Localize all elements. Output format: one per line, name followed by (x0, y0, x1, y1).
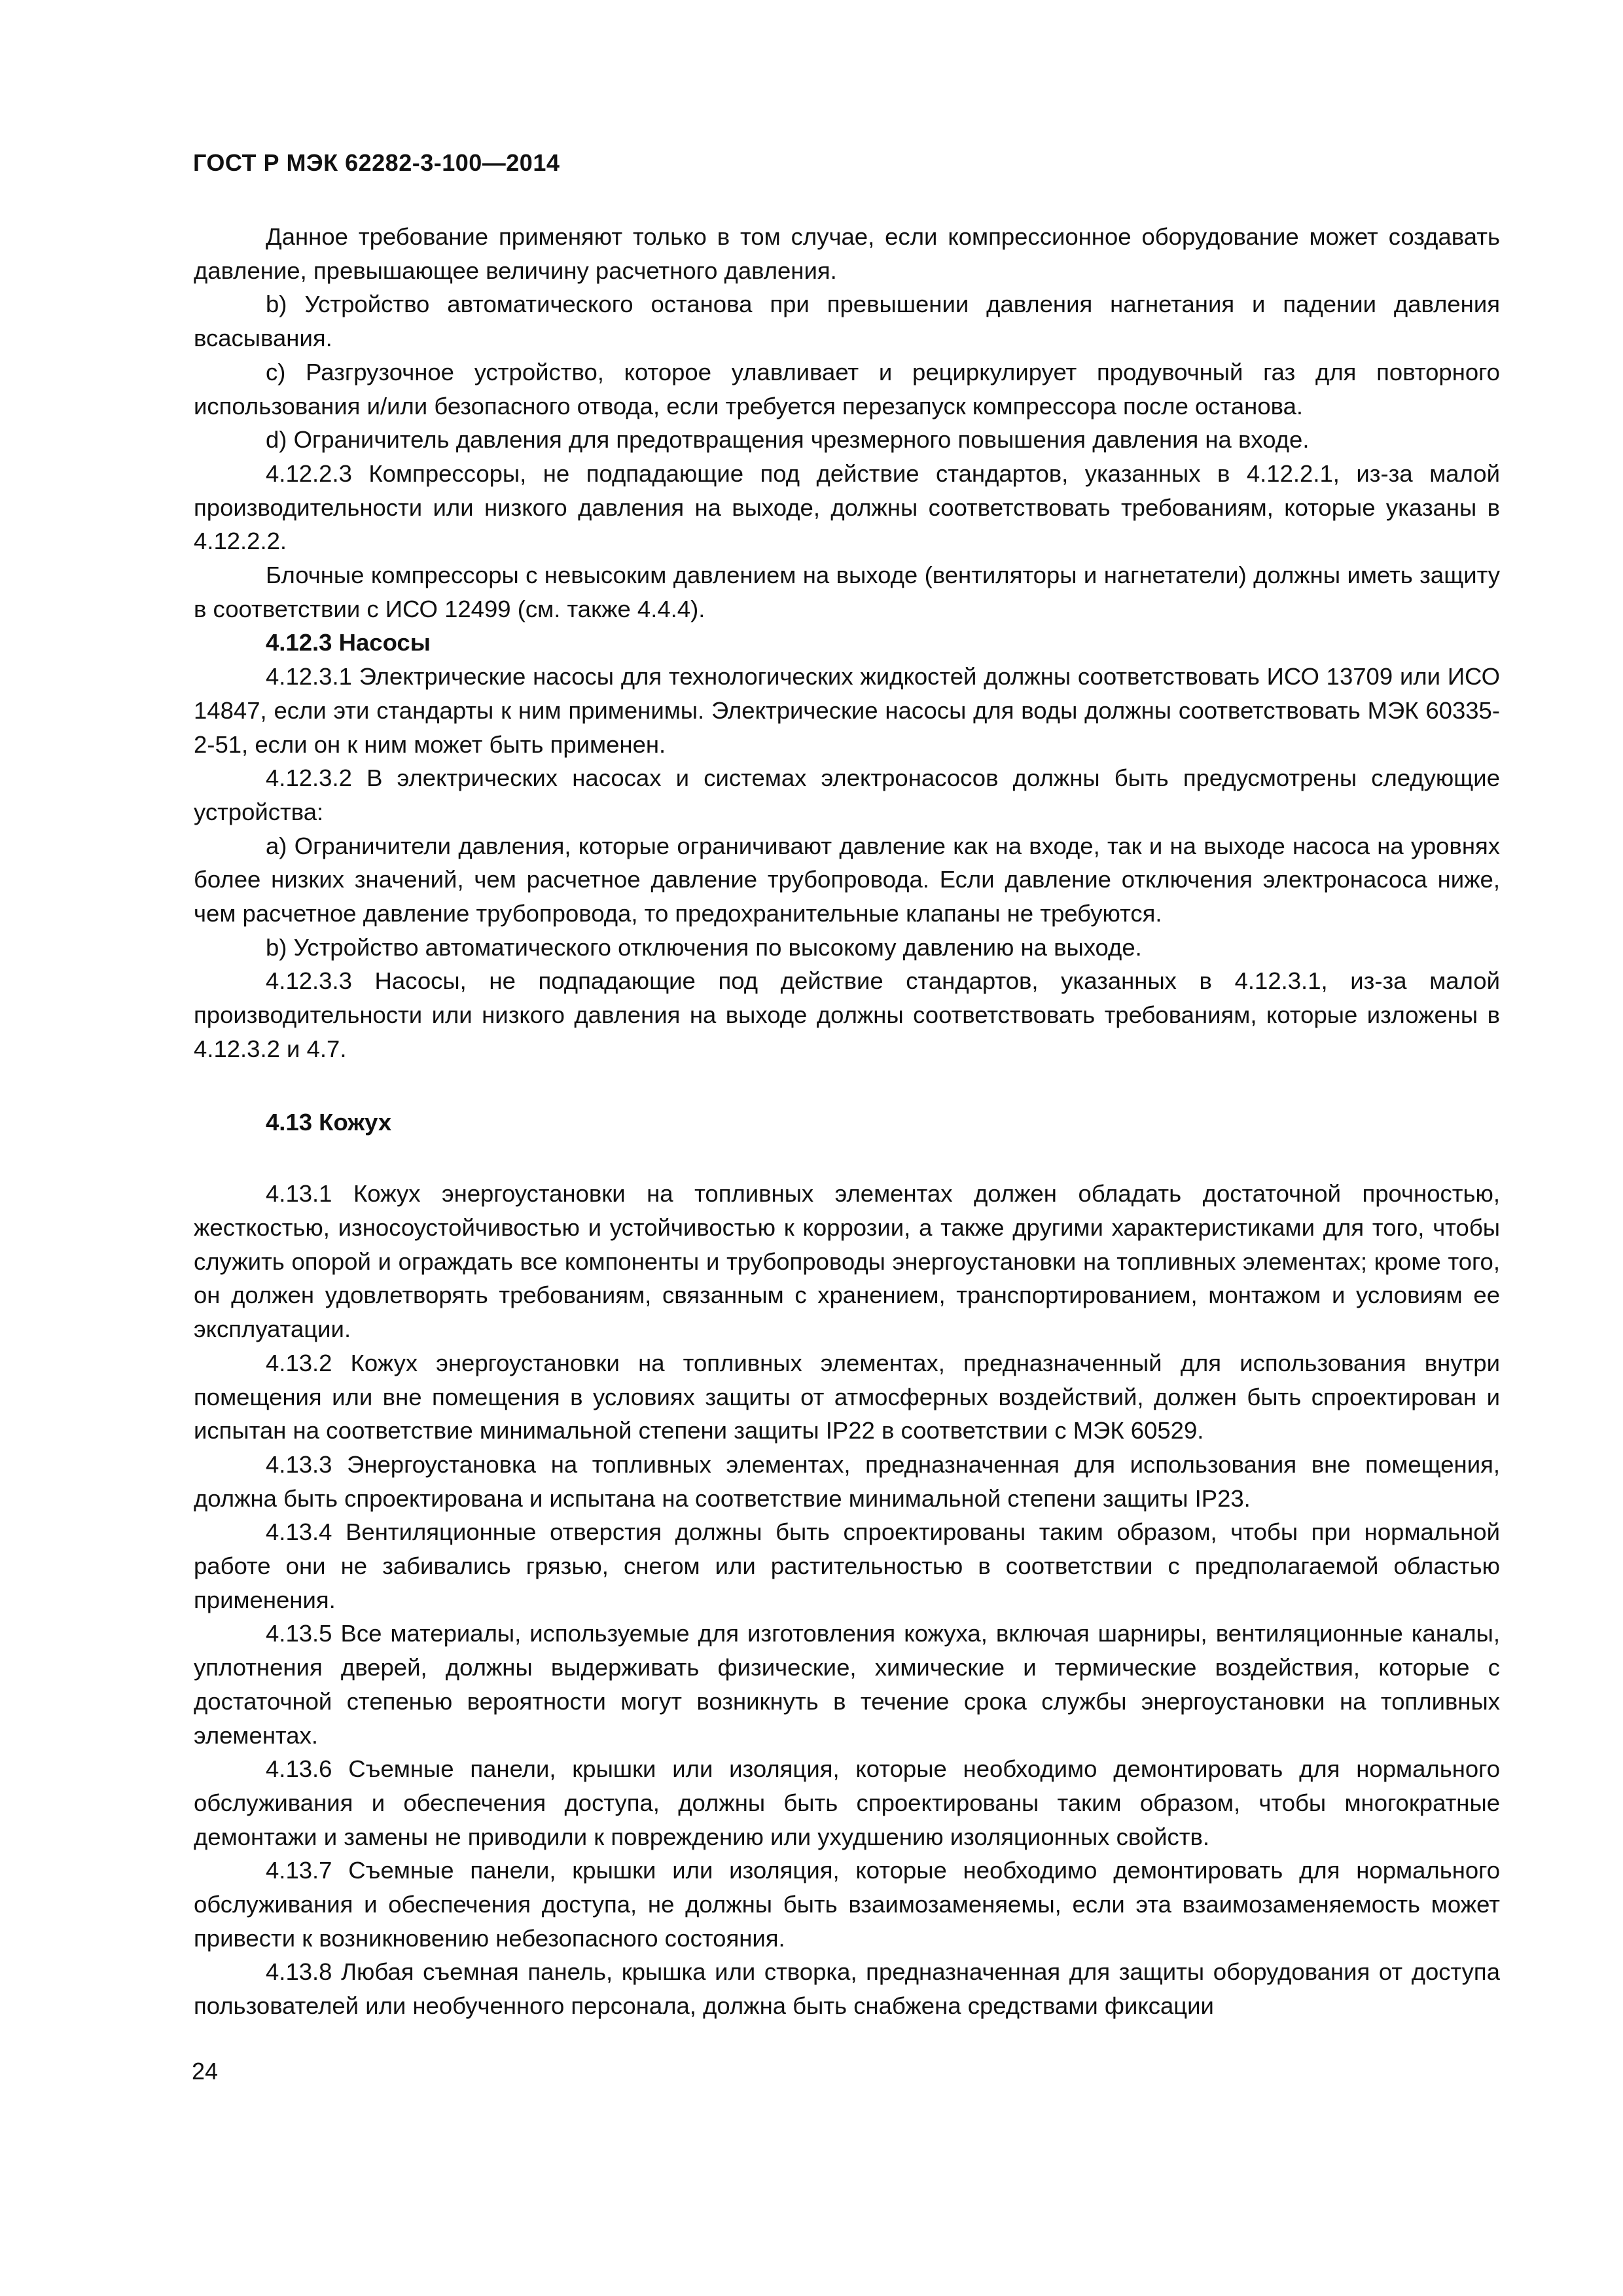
document-header-id: ГОСТ Р МЭК 62282-3-100—2014 (193, 149, 560, 176)
paragraph: a) Ограничители давления, которые ограничивают давление как на входе, так и на выходе насоса на уровнях более низких значений, чем расчетное давление трубопровода. Если давление отключения электронасоса ниже, чем расчетное давление трубопровода, то предохранительные клапаны не требуются. (194, 832, 1500, 927)
paragraph: 4.13.7 Съемные панели, крышки или изоляция, которые необходимо демонтировать для нормального обслуживания и обеспечения доступа, не должны быть взаимозаменяемы, если эта взаимозаменяемость может привести к возникновению небезопасного состояния. (194, 1857, 1500, 1952)
paragraph: 4.12.2.3 Компрессоры, не подпадающие под действие стандартов, указанных в 4.12.2.1, из-за малой производительности или низкого давления на выходе, должны соответствовать требованиям, которые указаны в 4.12.2.2. (194, 459, 1500, 555)
paragraph: 4.12.3.1 Электрические насосы для технологических жидкостей должны соответствовать ИСО 13709 или ИСО 14847, если эти стандарты к ним применимы. Электрические насосы для воды должны соответствовать МЭК 60335-2-51, если он к ним может быть применен. (194, 663, 1500, 758)
paragraph: b) Устройство автоматического отключения по высокому давлению на выходе. (266, 933, 1142, 961)
paragraph: Блочные компрессоры с невысоким давлением на выходе (вентиляторы и нагнетатели) должны иметь защиту в соответствии с ИСО 12499 (см. также 4.4.4). (194, 562, 1500, 622)
paragraph: 4.12.3.2 В электрических насосах и системах электронасосов должны быть предусмотрены следующие устройства: (194, 764, 1500, 825)
paragraph: d) Ограничитель давления для предотвращения чрезмерного повышения давления на входе. (266, 426, 1310, 454)
paragraph: 4.13.4 Вентиляционные отверстия должны быть спроектированы таким образом, чтобы при нормальной работе они не забивались грязью, снегом или растительностью в соответствии с предполагаемой областью применения. (194, 1518, 1500, 1613)
subsection-heading-pumps: 4.12.3 Насосы (266, 629, 431, 656)
document-body (194, 220, 1500, 2023)
paragraph: 4.13.8 Любая съемная панель, крышка или створка, предназначенная для защиты оборудования от доступа пользователей или необученного персонала, должна быть снабжена средствами фиксации (194, 1958, 1500, 2020)
section-heading-casing: 4.13 Кожух (266, 1108, 392, 1136)
paragraph: 4.13.2 Кожух энергоустановки на топливных элементах, предназначенный для использования внутри помещения или вне помещения в условиях защиты от атмосферных воздействий, должен быть спроектирован и испытан на соответствие минимальной степени защиты IP22 в соответствии с МЭК 60529. (194, 1349, 1500, 1444)
paragraph: Данное требование применяют только в том случае, если компрессионное оборудование может создавать давление, превышающее величину расчетного давления. (194, 223, 1500, 284)
paragraph: 4.13.5 Все материалы, используемые для изготовления кожуха, включая шарниры, вентиляционные каналы, уплотнения дверей, должны выдерживать физические, химические и термические воздействия, которые с достаточной степенью вероятности могут возникнуть в течение срока службы энергоустановки на топливных элементах. (194, 1620, 1500, 1749)
paragraph: 4.13.6 Съемные панели, крышки или изоляция, которые необходимо демонтировать для нормального обслуживания и обеспечения доступа, должны быть спроектированы таким образом, чтобы многократные демонтажи и замены не приводили к повреждению или ухудшению изоляционных свойств. (194, 1755, 1500, 1850)
page-number: 24 (192, 2058, 219, 2085)
paragraph: b) Устройство автоматического останова при превышении давления нагнетания и падении давления всасывания. (194, 291, 1500, 352)
paragraph: 4.13.1 Кожух энергоустановки на топливных элементах должен обладать достаточной прочностью, жесткостью, износоустойчивостью и устойчивостью к коррозии, а также другими характеристиками для того, чтобы служить опорой и ограждать все компоненты и трубопроводы энергоустановки на топливных элементах; кроме того, он должен удовлетворять требованиям, связанным с хранением, транспортированием, монтажом и условиям ее эксплуатации. (194, 1180, 1500, 1343)
paragraph: c) Разгрузочное устройство, которое улавливает и рециркулирует продувочный газ для повторного использования и/или безопасного отвода, если требуется перезапуск компрессора после останова. (194, 358, 1500, 420)
paragraph: 4.13.3 Энергоустановка на топливных элементах, предназначенная для использования вне помещения, должна быть спроектирована и испытана на соответствие минимальной степени защиты IP23. (194, 1450, 1500, 1512)
paragraph: 4.12.3.3 Насосы, не подпадающие под действие стандартов, указанных в 4.12.3.1, из-за малой производительности или низкого давления на выходе должны соответствовать требованиям, которые изложены в 4.12.3.2 и 4.7. (194, 967, 1500, 1062)
